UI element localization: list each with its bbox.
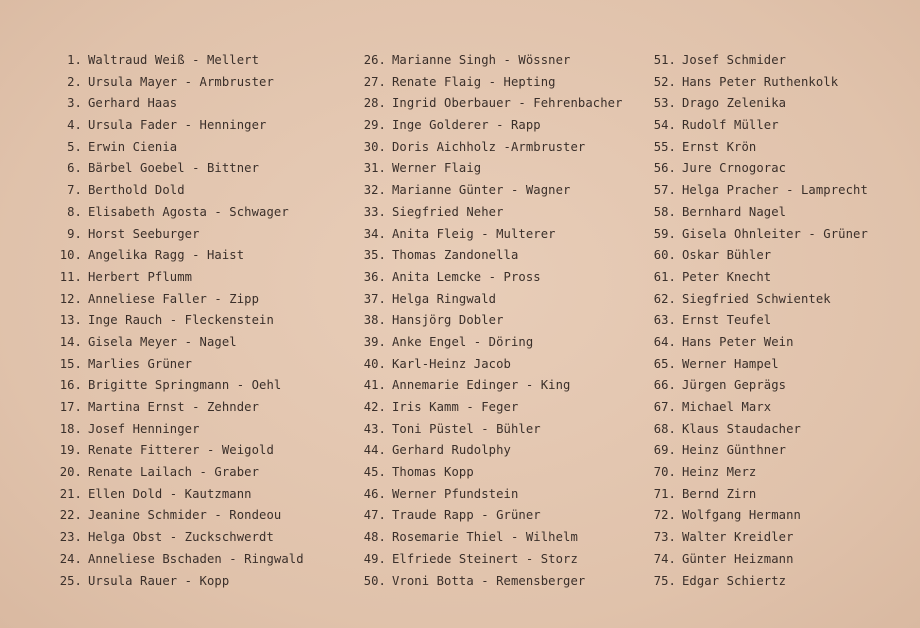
entry-name: Gerhard Rudolphy xyxy=(392,443,511,458)
entry-number: 29. xyxy=(363,118,386,133)
list-item xyxy=(348,137,623,159)
entry-number: 73. xyxy=(653,530,676,545)
entry-name: Horst Seeburger xyxy=(88,226,200,241)
list-item xyxy=(638,332,868,354)
entry-number: 18. xyxy=(59,421,82,436)
entry-name: Ursula Mayer - Armbruster xyxy=(88,74,274,89)
list-item xyxy=(44,527,304,549)
list-item xyxy=(348,245,623,267)
entry-number: 30. xyxy=(363,139,386,154)
entry-number: 63. xyxy=(653,313,676,328)
entry-number: 75. xyxy=(653,573,676,588)
list-item xyxy=(638,180,868,202)
list-item xyxy=(638,93,868,115)
entry-number: 6. xyxy=(67,161,82,176)
list-item xyxy=(44,180,304,202)
entry-number: 61. xyxy=(653,269,676,284)
entry-name: Inge Golderer - Rapp xyxy=(392,118,541,133)
list-item xyxy=(638,310,868,332)
entry-number: 70. xyxy=(653,465,676,480)
entry-number: 10. xyxy=(59,248,82,263)
entry-name: Siegfried Schwientek xyxy=(682,291,831,306)
list-item xyxy=(44,202,304,224)
entry-number: 67. xyxy=(653,400,676,414)
list-item xyxy=(348,332,623,354)
entry-number: 42. xyxy=(363,400,386,414)
list-item xyxy=(348,289,623,311)
list-item xyxy=(348,158,623,180)
entry-name: Ursula Rauer - Kopp xyxy=(88,573,230,588)
list-item xyxy=(638,115,868,137)
list-item xyxy=(44,419,304,441)
entry-name: Siegfried Neher xyxy=(392,204,504,219)
list-item xyxy=(348,571,623,593)
entry-number: 55. xyxy=(653,139,676,154)
list-item xyxy=(638,267,868,289)
entry-number: 41. xyxy=(363,378,386,393)
entry-name: Bärbel Goebel - Bittner xyxy=(88,161,260,176)
entry-number: 45. xyxy=(363,465,386,480)
entry-name: Rosemarie Thiel - Wilhelm xyxy=(392,530,578,545)
list-item xyxy=(348,267,623,289)
entry-number: 58. xyxy=(653,204,676,219)
entry-name: Marlies Grüner xyxy=(88,356,193,371)
entry-name: Inge Rauch - Fleckenstein xyxy=(88,313,274,328)
entry-number: 13. xyxy=(59,313,82,328)
entry-name: Thomas Zandonella xyxy=(392,248,519,263)
list-item xyxy=(44,571,304,593)
list-item xyxy=(44,158,304,180)
entry-number: 56. xyxy=(653,161,676,176)
entry-number: 4. xyxy=(67,118,82,133)
entry-number: 47. xyxy=(363,508,386,523)
entry-name: Ingrid Oberbauer - Fehrenbacher xyxy=(392,96,623,111)
entry-name: Erwin Cienia xyxy=(88,139,178,154)
entry-number: 8. xyxy=(67,204,82,219)
list-item xyxy=(44,397,304,419)
list-item xyxy=(348,180,623,202)
list-item xyxy=(348,354,623,376)
entry-number: 44. xyxy=(363,443,386,458)
entry-name: Bernd Zirn xyxy=(682,486,757,501)
entry-number: 54. xyxy=(653,118,676,133)
entry-number: 69. xyxy=(653,443,676,458)
list-item xyxy=(638,549,868,571)
entry-name: Werner Flaig xyxy=(392,161,482,176)
entry-name: Peter Knecht xyxy=(682,269,772,284)
list-item xyxy=(638,50,868,72)
entry-name: Renate Lailach - Graber xyxy=(88,465,260,480)
name-column-3 xyxy=(638,50,868,592)
entry-name: Hansjörg Dobler xyxy=(392,313,504,328)
entry-name: Bernhard Nagel xyxy=(682,204,787,219)
entry-number: 39. xyxy=(363,334,386,349)
list-item xyxy=(638,505,868,527)
entry-number: 12. xyxy=(59,291,82,306)
entry-name: Ernst Teufel xyxy=(682,313,772,328)
list-item xyxy=(44,267,304,289)
entry-number: 9. xyxy=(67,226,82,241)
entry-number: 35. xyxy=(363,248,386,263)
entry-number: 28. xyxy=(363,96,386,111)
list-item xyxy=(44,484,304,506)
list-item xyxy=(44,115,304,137)
entry-number: 27. xyxy=(363,74,386,89)
entry-name: Angelika Ragg - Haist xyxy=(88,248,245,263)
entry-name: Gerhard Haas xyxy=(88,96,178,111)
entry-number: 17. xyxy=(59,400,82,414)
entry-name: Anneliese Faller - Zipp xyxy=(88,291,260,306)
list-item xyxy=(44,137,304,159)
list-item xyxy=(348,115,623,137)
list-item xyxy=(638,484,868,506)
entry-name: Anneliese Bschaden - Ringwald xyxy=(88,551,304,566)
entry-name: Gisela Meyer - Nagel xyxy=(88,334,237,349)
list-item xyxy=(44,289,304,311)
entry-number: 40. xyxy=(363,356,386,371)
entry-name: Hans Peter Ruthenkolk xyxy=(682,74,839,89)
list-item xyxy=(638,397,868,419)
entry-number: 31. xyxy=(363,161,386,176)
entry-number: 38. xyxy=(363,313,386,328)
entry-name: Werner Hampel xyxy=(682,356,779,371)
entry-name: Toni Püstel - Bühler xyxy=(392,421,541,436)
entry-number: 66. xyxy=(653,378,676,393)
entry-number: 1. xyxy=(67,53,82,67)
entry-name: Rudolf Müller xyxy=(682,118,779,133)
list-item xyxy=(348,527,623,549)
list-item xyxy=(348,462,623,484)
entry-number: 20. xyxy=(59,465,82,480)
entry-number: 43. xyxy=(363,421,386,436)
list-item xyxy=(638,224,868,246)
entry-number: 46. xyxy=(363,486,386,501)
entry-number: 37. xyxy=(363,291,386,306)
entry-name: Waltraud Weiß - Mellert xyxy=(88,53,260,67)
entry-number: 32. xyxy=(363,183,386,198)
entry-name: Marianne Singh - Wössner xyxy=(392,53,571,67)
list-item xyxy=(348,375,623,397)
entry-name: Brigitte Springmann - Oehl xyxy=(88,378,282,393)
entry-name: Ursula Fader - Henninger xyxy=(88,118,267,133)
list-item xyxy=(638,202,868,224)
entry-name: Drago Zelenika xyxy=(682,96,787,111)
list-item xyxy=(348,72,623,94)
entry-name: Heinz Merz xyxy=(682,465,757,480)
entry-number: 52. xyxy=(653,74,676,89)
list-item xyxy=(638,245,868,267)
entry-name: Martina Ernst - Zehnder xyxy=(88,400,260,414)
entry-name: Karl-Heinz Jacob xyxy=(392,356,511,371)
entry-name: Walter Kreidler xyxy=(682,530,794,545)
entry-number: 23. xyxy=(59,530,82,545)
entry-number: 33. xyxy=(363,204,386,219)
entry-number: 15. xyxy=(59,356,82,371)
entry-name: Wolfgang Hermann xyxy=(682,508,801,523)
entry-number: 25. xyxy=(59,573,82,588)
list-item xyxy=(44,462,304,484)
entry-number: 59. xyxy=(653,226,676,241)
entry-name: Klaus Staudacher xyxy=(682,421,801,436)
entry-name: Helga Obst - Zuckschwerdt xyxy=(88,530,274,545)
list-item xyxy=(44,440,304,462)
entry-number: 48. xyxy=(363,530,386,545)
list-item xyxy=(44,332,304,354)
entry-number: 7. xyxy=(67,183,82,198)
entry-number: 2. xyxy=(67,74,82,89)
entry-name: Heinz Günthner xyxy=(682,443,787,458)
name-column-1 xyxy=(44,50,304,592)
list-item xyxy=(348,202,623,224)
entry-number: 53. xyxy=(653,96,676,111)
list-item xyxy=(348,93,623,115)
entry-name: Renate Fitterer - Weigold xyxy=(88,443,274,458)
list-item xyxy=(638,571,868,593)
list-item xyxy=(348,50,623,72)
entry-number: 5. xyxy=(67,139,82,154)
list-item xyxy=(44,354,304,376)
list-item xyxy=(348,440,623,462)
entry-name: Josef Schmider xyxy=(682,53,787,67)
entry-name: Anke Engel - Döring xyxy=(392,334,534,349)
entry-number: 16. xyxy=(59,378,82,393)
entry-name: Josef Henninger xyxy=(88,421,200,436)
entry-number: 24. xyxy=(59,551,82,566)
entry-name: Iris Kamm - Feger xyxy=(392,400,519,414)
entry-number: 68. xyxy=(653,421,676,436)
list-item xyxy=(638,158,868,180)
entry-number: 34. xyxy=(363,226,386,241)
list-item xyxy=(638,462,868,484)
entry-number: 64. xyxy=(653,334,676,349)
list-item xyxy=(44,224,304,246)
entry-name: Gisela Ohnleiter - Grüner xyxy=(682,226,868,241)
entry-number: 51. xyxy=(653,53,676,67)
entry-name: Helga Ringwald xyxy=(392,291,497,306)
entry-number: 57. xyxy=(653,183,676,198)
entry-name: Günter Heizmann xyxy=(682,551,794,566)
list-item xyxy=(638,440,868,462)
entry-name: Helga Pracher - Lamprecht xyxy=(682,183,868,198)
list-item xyxy=(638,527,868,549)
entry-name: Herbert Pflumm xyxy=(88,269,193,284)
list-item xyxy=(44,245,304,267)
entry-number: 49. xyxy=(363,551,386,566)
entry-name: Elisabeth Agosta - Schwager xyxy=(88,204,289,219)
entry-name: Jürgen Geprägs xyxy=(682,378,787,393)
entry-name: Jeanine Schmider - Rondeou xyxy=(88,508,282,523)
list-item xyxy=(638,72,868,94)
entry-number: 74. xyxy=(653,551,676,566)
entry-name: Berthold Dold xyxy=(88,183,185,198)
list-item xyxy=(44,505,304,527)
entry-name: Jure Crnogorac xyxy=(682,161,787,176)
list-item xyxy=(348,484,623,506)
entry-name: Annemarie Edinger - King xyxy=(392,378,571,393)
entry-number: 71. xyxy=(653,486,676,501)
entry-name: Traude Rapp - Grüner xyxy=(392,508,541,523)
entry-name: Vroni Botta - Remensberger xyxy=(392,573,586,588)
entry-name: Thomas Kopp xyxy=(392,465,474,480)
entry-name: Ellen Dold - Kautzmann xyxy=(88,486,252,501)
list-item xyxy=(44,310,304,332)
entry-name: Anita Lemcke - Pross xyxy=(392,269,541,284)
entry-number: 19. xyxy=(59,443,82,458)
list-item xyxy=(44,93,304,115)
entry-number: 3. xyxy=(67,96,82,111)
entry-name: Edgar Schiertz xyxy=(682,573,787,588)
entry-name: Renate Flaig - Hepting xyxy=(392,74,556,89)
list-item xyxy=(638,137,868,159)
entry-number: 50. xyxy=(363,573,386,588)
entry-name: Hans Peter Wein xyxy=(682,334,794,349)
list-item xyxy=(348,549,623,571)
entry-name: Oskar Bühler xyxy=(682,248,772,263)
list-item xyxy=(638,375,868,397)
list-item xyxy=(638,354,868,376)
list-item xyxy=(44,375,304,397)
list-item xyxy=(44,72,304,94)
entry-number: 65. xyxy=(653,356,676,371)
entry-number: 72. xyxy=(653,508,676,523)
list-item xyxy=(348,419,623,441)
entry-number: 36. xyxy=(363,269,386,284)
entry-name: Michael Marx xyxy=(682,400,772,414)
entry-number: 22. xyxy=(59,508,82,523)
list-item xyxy=(44,50,304,72)
list-item xyxy=(348,397,623,419)
entry-number: 26. xyxy=(363,53,386,67)
list-item xyxy=(638,419,868,441)
list-item xyxy=(44,549,304,571)
entry-number: 62. xyxy=(653,291,676,306)
list-item xyxy=(348,505,623,527)
entry-number: 11. xyxy=(59,269,82,284)
entry-name: Marianne Günter - Wagner xyxy=(392,183,571,198)
entry-name: Elfriede Steinert - Storz xyxy=(392,551,578,566)
entry-name: Werner Pfundstein xyxy=(392,486,519,501)
list-item xyxy=(348,224,623,246)
entry-number: 21. xyxy=(59,486,82,501)
entry-name: Ernst Krön xyxy=(682,139,757,154)
list-item xyxy=(638,289,868,311)
entry-name: Doris Aichholz -Armbruster xyxy=(392,139,586,154)
list-item xyxy=(348,310,623,332)
entry-number: 60. xyxy=(653,248,676,263)
name-column-2 xyxy=(348,50,623,592)
entry-number: 14. xyxy=(59,334,82,349)
entry-name: Anita Fleig - Multerer xyxy=(392,226,556,241)
